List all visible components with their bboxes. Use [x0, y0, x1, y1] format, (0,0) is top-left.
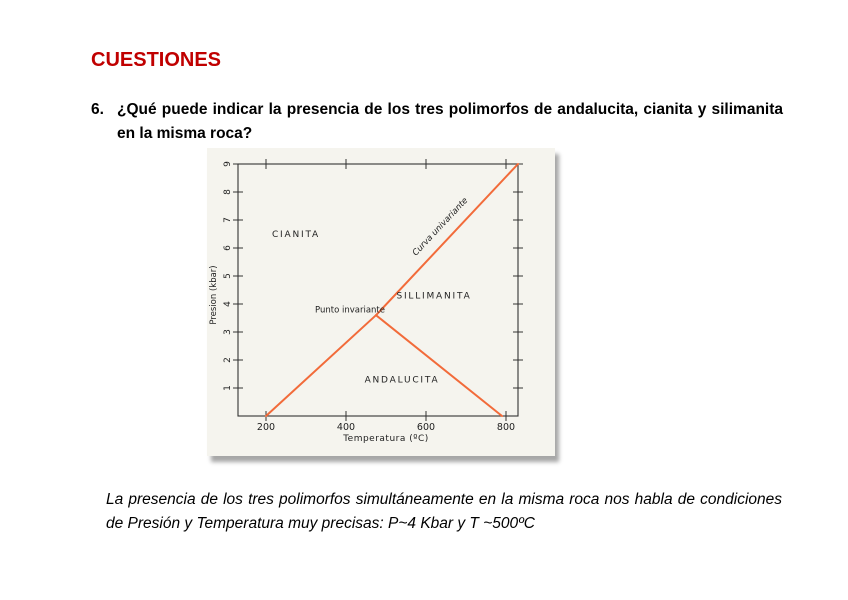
- x-tick-label: 400: [336, 422, 356, 433]
- x-tick-label: 600: [416, 422, 436, 433]
- phase-boundary-line-1: [266, 315, 376, 416]
- region-label-cianita: CIANITA: [271, 229, 321, 240]
- phase-diagram-chart: [207, 148, 555, 456]
- y-tick-label: 8: [223, 189, 233, 195]
- y-tick-label: 3: [223, 329, 233, 335]
- question-number: 6.: [91, 101, 104, 118]
- y-tick-label: 5: [223, 273, 233, 279]
- y-tick-label: 6: [223, 245, 233, 251]
- region-label-sillimanita: SILLIMANITA: [396, 291, 472, 302]
- phase-diagram-figure: [207, 148, 555, 456]
- y-tick-label: 1: [223, 385, 233, 391]
- x-tick-label: 800: [496, 422, 516, 433]
- y-tick-label: 7: [223, 217, 233, 223]
- section-title: CUESTIONES: [91, 49, 222, 71]
- y-tick-label: 2: [223, 357, 233, 363]
- question-text: ¿Qué puede indicar la presencia de los tres polimorfos de andalucita, cianita y silimanita en la misma roca?: [117, 101, 783, 142]
- region-label-andalucita: ANDALUCITA: [364, 375, 440, 386]
- x-tick-label: 200: [256, 422, 276, 433]
- labels-layer: [209, 161, 515, 444]
- annotation-curva-univariante: Curva univariante: [410, 195, 471, 259]
- question: [91, 98, 783, 146]
- y-tick-label: 9: [223, 161, 233, 167]
- x-axis-label: Temperatura (ºC): [343, 434, 429, 444]
- answer-text: La presencia de los tres polimorfos simultáneamente en la misma roca nos habla de condiciones de Presión y Temperatura muy precisas: P~4 Kbar y T ~500ºC: [106, 491, 782, 532]
- annotation-punto-invariante: Punto invariante: [315, 305, 385, 316]
- phase-boundary-line-2: [376, 315, 502, 416]
- y-axis-label: Presion (kbar): [209, 265, 219, 325]
- y-tick-label: 4: [223, 301, 233, 307]
